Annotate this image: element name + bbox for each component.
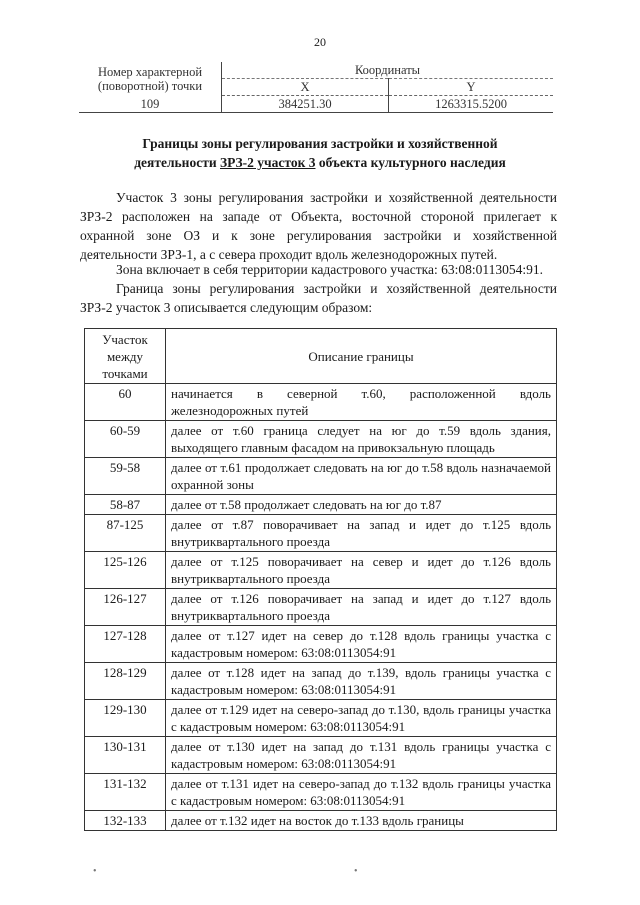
segment-id: 131-132: [85, 774, 166, 811]
header-point-line2: (поворотной) точки: [97, 78, 203, 93]
table-row: [85, 495, 557, 515]
header-description: Описание границы: [166, 329, 557, 384]
table-row: [85, 700, 557, 737]
table-row: [85, 384, 557, 421]
paragraph-location: Участок 3 зоны регулирования застройки и хозяйственной деятельности ЗРЗ-2 расположен на западе от Объекта, восточной стороной прилегает к охранной зоне ОЗ и к зоне регулирования застройки и хозяйственной деятельности ЗРЗ-1, а с севера проходит вдоль железнодорожных путей.: [80, 190, 557, 262]
segment-description: далее от т.128 идет на запад до т.139, вдоль границы участка с кадастровым номером: 63:08:0113054:91: [166, 663, 557, 700]
boundary-table-header: [85, 329, 557, 384]
segment-description: далее от т.58 продолжает следовать на юг до т.87: [166, 495, 557, 515]
segment-description: далее от т.132 идет на восток до т.133 вдоль границы: [166, 811, 557, 831]
coord-point: 109: [79, 96, 222, 113]
segment-description: далее от т.130 идет на запад до т.131 вдоль границы участка с кадастровым номером: 63:08:0113054:91: [166, 737, 557, 774]
table-row: [85, 552, 557, 589]
segment-id: 130-131: [85, 737, 166, 774]
segment-id: 59-58: [85, 458, 166, 495]
segment-id: 127-128: [85, 626, 166, 663]
segment-description: далее от т.127 идет на север до т.128 вдоль границы участка с кадастровым номером: 63:08:0113054:91: [166, 626, 557, 663]
table-row: [85, 811, 557, 831]
table-row: [85, 458, 557, 495]
segment-description: далее от т.87 поворачивает на запад и идет до т.125 вдоль внутриквартального проезда: [166, 515, 557, 552]
footer-mark-left: •: [93, 866, 97, 877]
segment-description: начинается в северной т.60, расположенной вдоль железнодорожных путей: [166, 384, 557, 421]
heading-suffix: объекта культурного наследия: [315, 155, 506, 170]
coord-y: 1263315.5200: [389, 96, 554, 113]
segment-id: 132-133: [85, 811, 166, 831]
table-row: [85, 515, 557, 552]
heading-prefix: деятельности: [134, 155, 220, 170]
heading-zone-name: ЗРЗ-2 участок 3: [220, 155, 316, 170]
header-point-line1: Номер характерной: [97, 64, 203, 79]
header-segment: Участок между точками: [85, 329, 166, 384]
table-row: [85, 421, 557, 458]
header-y: Y: [389, 79, 554, 96]
segment-description: далее от т.126 поворачивает на запад и идет до т.127 вдоль внутриквартального проезда: [166, 589, 557, 626]
segment-id: 60: [85, 384, 166, 421]
table-row: [79, 96, 553, 113]
footer-mark-center: •: [354, 866, 358, 877]
table-row: [85, 774, 557, 811]
table-row: [85, 589, 557, 626]
segment-id: 128-129: [85, 663, 166, 700]
header-coordinates: Координаты: [222, 62, 554, 79]
boundary-table: [84, 328, 557, 831]
coord-x: 384251.30: [222, 96, 389, 113]
header-x: X: [222, 79, 389, 96]
table-row: [85, 626, 557, 663]
segment-description: далее от т.60 граница следует на юг до т.59 вдоль здания, выходящего главным фасадом на привокзальную площадь: [166, 421, 557, 458]
segment-description: далее от т.125 поворачивает на север и идет до т.126 вдоль внутриквартального проезда: [166, 552, 557, 589]
segment-id: 58-87: [85, 495, 166, 515]
heading-line1: Границы зоны регулирования застройки и хозяйственной: [142, 136, 498, 151]
segment-id: 125-126: [85, 552, 166, 589]
segment-id: 126-127: [85, 589, 166, 626]
heading-line2: [60, 153, 580, 172]
section-heading: [60, 134, 580, 172]
table-row: [85, 737, 557, 774]
table-row: [85, 663, 557, 700]
paragraph-territory: Зона включает в себя территории кадастрового участка: 63:08:0113054:91.: [116, 262, 543, 277]
segment-id: 60-59: [85, 421, 166, 458]
segment-id: 129-130: [85, 700, 166, 737]
segment-id: 87-125: [85, 515, 166, 552]
segment-description: далее от т.61 продолжает следовать на юг до т.58 вдоль назначаемой охранной зоны: [166, 458, 557, 495]
coordinates-table: [79, 62, 553, 113]
segment-description: далее от т.129 идет на северо-запад до т.130, вдоль границы участка с кадастровым номером: 63:08:0113054:91: [166, 700, 557, 737]
segment-description: далее от т.131 идет на северо-запад до т.132 вдоль границы участка с кадастровым номером: 63:08:0113054:91: [166, 774, 557, 811]
paragraph-description-intro: Граница зоны регулирования застройки и хозяйственной деятельности ЗРЗ-2 участок 3 описывается следующим образом:: [80, 281, 557, 315]
header-point-cell: [79, 62, 222, 96]
page-number: 20: [314, 35, 326, 49]
